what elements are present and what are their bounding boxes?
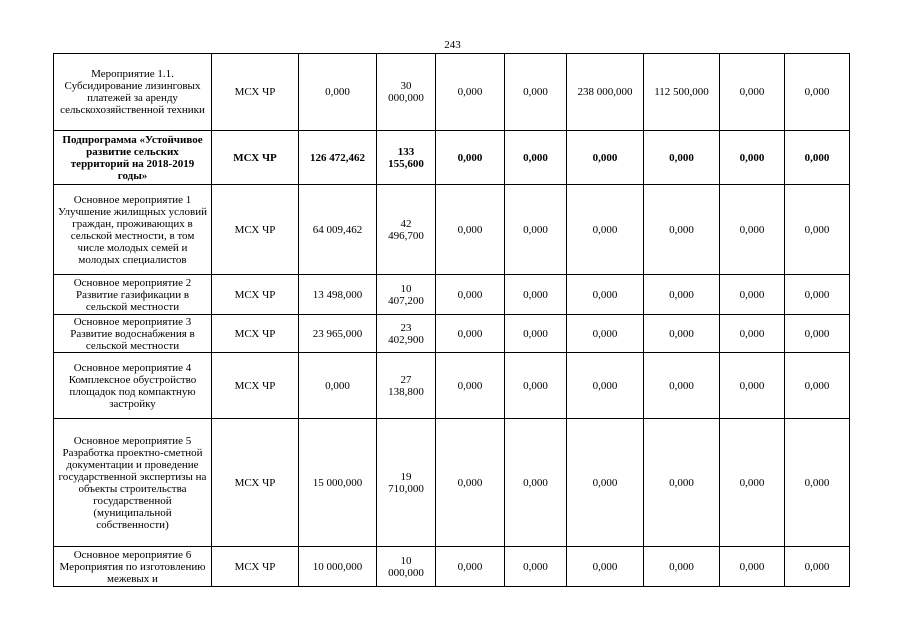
value-cell: 0,000 [644,315,720,353]
row-name: Основное мероприятие 6 Мероприятия по изготовлению межевых и [54,547,212,587]
table-row [54,54,850,131]
value-cell: 0,000 [720,275,785,315]
row-name: Основное мероприятие 2 Развитие газификации в сельской местности [54,275,212,315]
value-cell: 0,000 [720,131,785,185]
value-cell: 0,000 [436,419,505,547]
row-name: Подпрограмма «Устойчивое развитие сельских территорий на 2018-2019 годы» [54,131,212,185]
value-cell: 0,000 [644,419,720,547]
value-cell: 0,000 [567,353,644,419]
value-cell: 0,000 [436,547,505,587]
row-name: Основное мероприятие 4 Комплексное обустройство площадок под компактную застройку [54,353,212,419]
value-cell: 0,000 [505,131,567,185]
row-name: Основное мероприятие 1 Улучшение жилищных условий граждан, проживающих в сельской местности, в том числе молодых семей и молодых специалистов [54,185,212,275]
value-cell: 0,000 [505,419,567,547]
value-cell: 0,000 [720,419,785,547]
value-cell: 0,000 [720,547,785,587]
value-cell: 0,000 [505,547,567,587]
value-cell: 19 710,000 [377,419,436,547]
value-cell: 0,000 [436,275,505,315]
value-cell: 0,000 [436,131,505,185]
value-cell: 10 000,000 [377,547,436,587]
value-cell: 64 009,462 [299,185,377,275]
value-cell: 112 500,000 [644,54,720,131]
value-cell: 30 000,000 [377,54,436,131]
table-row [54,547,850,587]
value-cell: 0,000 [720,54,785,131]
value-cell: 42 496,700 [377,185,436,275]
value-cell: 0,000 [644,353,720,419]
value-cell: 0,000 [785,185,850,275]
row-owner: МСХ ЧР [212,54,299,131]
value-cell: 0,000 [436,54,505,131]
value-cell: 0,000 [505,275,567,315]
value-cell: 126 472,462 [299,131,377,185]
value-cell: 238 000,000 [567,54,644,131]
value-cell: 0,000 [436,353,505,419]
value-cell: 10 000,000 [299,547,377,587]
value-cell: 0,000 [567,275,644,315]
value-cell: 0,000 [505,54,567,131]
value-cell: 0,000 [436,315,505,353]
row-name: Основное мероприятие 5 Разработка проектно-сметной документации и проведение государственной экспертизы на объекты строительства государственной (муниципальной собственности) [54,419,212,547]
row-owner: МСХ ЧР [212,275,299,315]
value-cell: 27 138,800 [377,353,436,419]
value-cell: 0,000 [720,353,785,419]
value-cell: 0,000 [567,131,644,185]
value-cell: 10 407,200 [377,275,436,315]
table-row [54,185,850,275]
value-cell: 0,000 [644,547,720,587]
value-cell: 0,000 [567,315,644,353]
value-cell: 0,000 [505,185,567,275]
value-cell: 0,000 [785,547,850,587]
row-name: Основное мероприятие 3 Развитие водоснабжения в сельской местности [54,315,212,353]
table-row [54,353,850,419]
row-owner: МСХ ЧР [212,131,299,185]
value-cell: 15 000,000 [299,419,377,547]
table-row [54,275,850,315]
value-cell: 0,000 [436,185,505,275]
value-cell: 0,000 [567,547,644,587]
table-row [54,315,850,353]
value-cell: 0,000 [785,131,850,185]
value-cell: 0,000 [785,54,850,131]
value-cell: 0,000 [644,275,720,315]
value-cell: 0,000 [567,419,644,547]
value-cell: 0,000 [299,353,377,419]
page-number: 243 [444,39,461,51]
value-cell: 0,000 [567,185,644,275]
value-cell: 0,000 [785,275,850,315]
value-cell: 0,000 [785,353,850,419]
value-cell: 133 155,600 [377,131,436,185]
value-cell: 23 402,900 [377,315,436,353]
value-cell: 0,000 [785,419,850,547]
value-cell: 23 965,000 [299,315,377,353]
table-row [54,131,850,185]
row-name: Мероприятие 1.1. Субсидирование лизинговых платежей за аренду сельскохозяйственной техники [54,54,212,131]
table-row [54,419,850,547]
row-owner: МСХ ЧР [212,547,299,587]
row-owner: МСХ ЧР [212,185,299,275]
value-cell: 13 498,000 [299,275,377,315]
value-cell: 0,000 [505,315,567,353]
value-cell: 0,000 [505,353,567,419]
budget-table [53,53,850,587]
value-cell: 0,000 [644,131,720,185]
row-owner: МСХ ЧР [212,419,299,547]
value-cell: 0,000 [720,185,785,275]
value-cell: 0,000 [299,54,377,131]
value-cell: 0,000 [720,315,785,353]
row-owner: МСХ ЧР [212,315,299,353]
value-cell: 0,000 [644,185,720,275]
row-owner: МСХ ЧР [212,353,299,419]
value-cell: 0,000 [785,315,850,353]
